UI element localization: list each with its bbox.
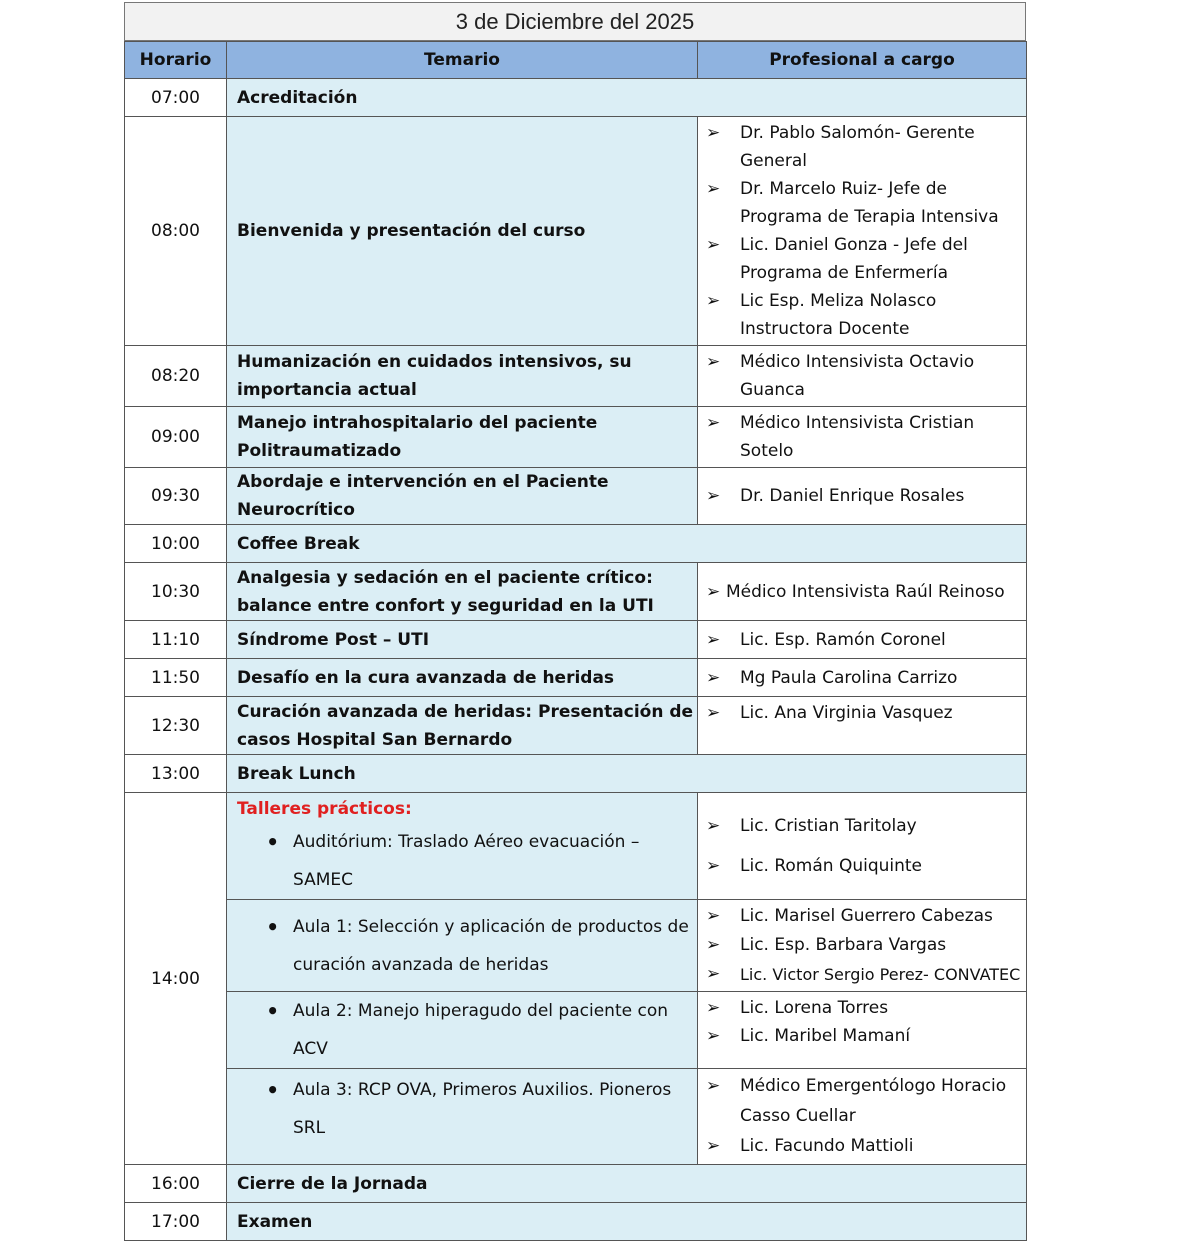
arrow-bullet-icon: ➢: [706, 998, 721, 1018]
row-time: 16:00: [125, 1165, 227, 1203]
list-item: • Aula 1: Selección y aplicación de productos de curación avanzada de heridas: [237, 908, 697, 984]
arrow-bullet-icon: ➢: [706, 703, 721, 723]
row-professionals: [698, 697, 1027, 755]
header-topic: Temario: [227, 42, 698, 79]
workshops-label: Talleres prácticos:: [237, 799, 412, 819]
table-row: [125, 117, 1027, 346]
list-item: ➢ Lic. Daniel Gonza - Jefe del Programa de Enfermería: [706, 231, 1018, 287]
row-topic: Síndrome Post – UTI: [227, 621, 698, 659]
table-row: [125, 755, 1027, 793]
list-item: ➢ Dr. Daniel Enrique Rosales: [706, 482, 1018, 510]
table-row: [125, 407, 1027, 468]
header-row: [125, 42, 1027, 79]
row-professionals: [698, 900, 1027, 992]
arrow-bullet-icon: ➢: [706, 964, 721, 984]
header-prof: Profesional a cargo: [698, 42, 1027, 79]
row-topic: [227, 992, 698, 1069]
list-item: ➢ Médico Intensivista Octavio Guanca: [706, 348, 1018, 404]
bullet-icon: •: [266, 1078, 279, 1102]
list-item: ➢ Médico Intensivista Cristian Sotelo: [706, 409, 1018, 465]
workshop-row: [125, 900, 1027, 992]
row-topic: Analgesia y sedación en el paciente crítico: balance entre confort y seguridad en la UTI: [227, 563, 698, 621]
arrow-bullet-icon: ➢: [706, 235, 721, 255]
arrow-bullet-icon: ➢: [706, 123, 721, 143]
table-row: [125, 79, 1027, 117]
list-item: ➢ Lic. Esp. Ramón Coronel: [706, 626, 1018, 654]
arrow-bullet-icon: ➢: [706, 486, 721, 506]
row-topic: Break Lunch: [227, 755, 1027, 793]
arrow-bullet-icon: ➢: [706, 179, 721, 199]
table-row: [125, 346, 1027, 407]
row-time: 17:00: [125, 1203, 227, 1241]
arrow-bullet-icon: ➢: [706, 413, 721, 433]
list-item: • Auditórium: Traslado Aéreo evacuación – SAMEC: [237, 823, 697, 899]
row-professionals: [698, 407, 1027, 468]
table-row: [125, 621, 1027, 659]
row-time: 12:30: [125, 697, 227, 755]
row-time: 08:20: [125, 346, 227, 407]
row-professionals: [698, 992, 1027, 1069]
list-item: ➢ Lic. Marisel Guerrero Cabezas: [706, 902, 1018, 931]
row-topic: [227, 900, 698, 992]
arrow-bullet-icon: ➢: [706, 856, 721, 876]
arrow-bullet-icon: ➢: [706, 667, 721, 688]
row-topic: Cierre de la Jornada: [227, 1165, 1027, 1203]
row-time: 14:00: [125, 793, 227, 1165]
list-item: • Aula 3: RCP OVA, Primeros Auxilios. Pioneros SRL: [237, 1071, 697, 1147]
arrow-bullet-icon: ➢: [706, 816, 721, 836]
row-topic: [227, 793, 698, 900]
row-time: 10:00: [125, 525, 227, 563]
list-item: ➢ Dr. Marcelo Ruiz- Jefe de Programa de Terapia Intensiva: [706, 175, 1018, 231]
page-title: 3 de Diciembre del 2025: [124, 2, 1026, 41]
list-item: ➢ Dr. Pablo Salomón- Gerente General: [706, 119, 1018, 175]
table-row: [125, 1203, 1027, 1241]
list-item: ➢ Lic. Cristian Taritolay: [706, 806, 1018, 846]
row-time: 08:00: [125, 117, 227, 346]
list-item: ➢ Lic Esp. Meliza Nolasco Instructora Docente: [706, 287, 1018, 343]
row-topic: Acreditación: [227, 79, 1027, 117]
bullet-icon: •: [266, 999, 279, 1023]
workshop-row: [125, 1069, 1027, 1165]
table-row: [125, 659, 1027, 697]
row-professionals: [698, 563, 1027, 621]
row-time: 13:00: [125, 755, 227, 793]
row-topic: Curación avanzada de heridas: Presentación de casos Hospital San Bernardo: [227, 697, 698, 755]
row-topic: Manejo intrahospitalario del paciente Politraumatizado: [227, 407, 698, 468]
arrow-bullet-icon: ➢: [706, 352, 721, 372]
row-topic: Examen: [227, 1203, 1027, 1241]
row-time: 11:10: [125, 621, 227, 659]
arrow-bullet-icon: ➢: [706, 935, 721, 955]
arrow-bullet-icon: ➢: [706, 1076, 721, 1096]
row-time: 09:30: [125, 468, 227, 525]
table-row: [125, 563, 1027, 621]
row-time: 10:30: [125, 563, 227, 621]
agenda-sheet: [124, 2, 1026, 1232]
table-row: [125, 468, 1027, 525]
agenda-table: [124, 41, 1027, 1241]
row-professionals: [698, 1069, 1027, 1165]
list-item: ➢ Lic. Facundo Mattioli: [706, 1131, 1018, 1161]
row-topic: Humanización en cuidados intensivos, su importancia actual: [227, 346, 698, 407]
arrow-bullet-icon: ➢: [706, 581, 721, 602]
list-item: ➢ Lic. Victor Sergio Perez- CONVATEC: [706, 960, 1018, 989]
row-professionals: [698, 659, 1027, 697]
row-professionals: [698, 117, 1027, 346]
row-professionals: [698, 468, 1027, 525]
row-time: 11:50: [125, 659, 227, 697]
bullet-icon: •: [266, 830, 279, 854]
row-topic: Abordaje e intervención en el Paciente Neurocrítico: [227, 468, 698, 525]
row-professionals: [698, 793, 1027, 900]
row-professionals: [698, 346, 1027, 407]
row-topic: [227, 1069, 698, 1165]
list-item: ➢ Médico Intensivista Raúl Reinoso: [706, 578, 1018, 606]
row-topic: Coffee Break: [227, 525, 1027, 563]
list-item: ➢ Lic. Román Quiquinte: [706, 846, 1018, 886]
list-item: ➢ Lic. Lorena Torres: [706, 994, 1018, 1022]
list-item: ➢ Lic. Esp. Barbara Vargas: [706, 931, 1018, 960]
table-row: [125, 525, 1027, 563]
list-item: ➢ Lic. Maribel Mamaní: [706, 1022, 1018, 1050]
list-item: ➢ Médico Emergentólogo Horacio Casso Cuellar: [706, 1071, 1018, 1131]
workshop-row: [125, 793, 1027, 900]
list-item: ➢ Mg Paula Carolina Carrizo: [706, 664, 1018, 692]
arrow-bullet-icon: ➢: [706, 291, 721, 311]
list-item: • Aula 2: Manejo hiperagudo del paciente con ACV: [237, 992, 697, 1068]
table-row: [125, 1165, 1027, 1203]
row-topic: Desafío en la cura avanzada de heridas: [227, 659, 698, 697]
arrow-bullet-icon: ➢: [706, 1136, 721, 1156]
row-time: 09:00: [125, 407, 227, 468]
arrow-bullet-icon: ➢: [706, 906, 721, 926]
header-time: Horario: [125, 42, 227, 79]
row-professionals: [698, 621, 1027, 659]
workshop-row: [125, 992, 1027, 1069]
list-item: ➢ Lic. Ana Virginia Vasquez: [706, 699, 1018, 727]
arrow-bullet-icon: ➢: [706, 1026, 721, 1046]
table-row: [125, 697, 1027, 755]
row-time: 07:00: [125, 79, 227, 117]
arrow-bullet-icon: ➢: [706, 629, 721, 650]
bullet-icon: •: [266, 914, 279, 939]
row-topic: Bienvenida y presentación del curso: [227, 117, 698, 346]
